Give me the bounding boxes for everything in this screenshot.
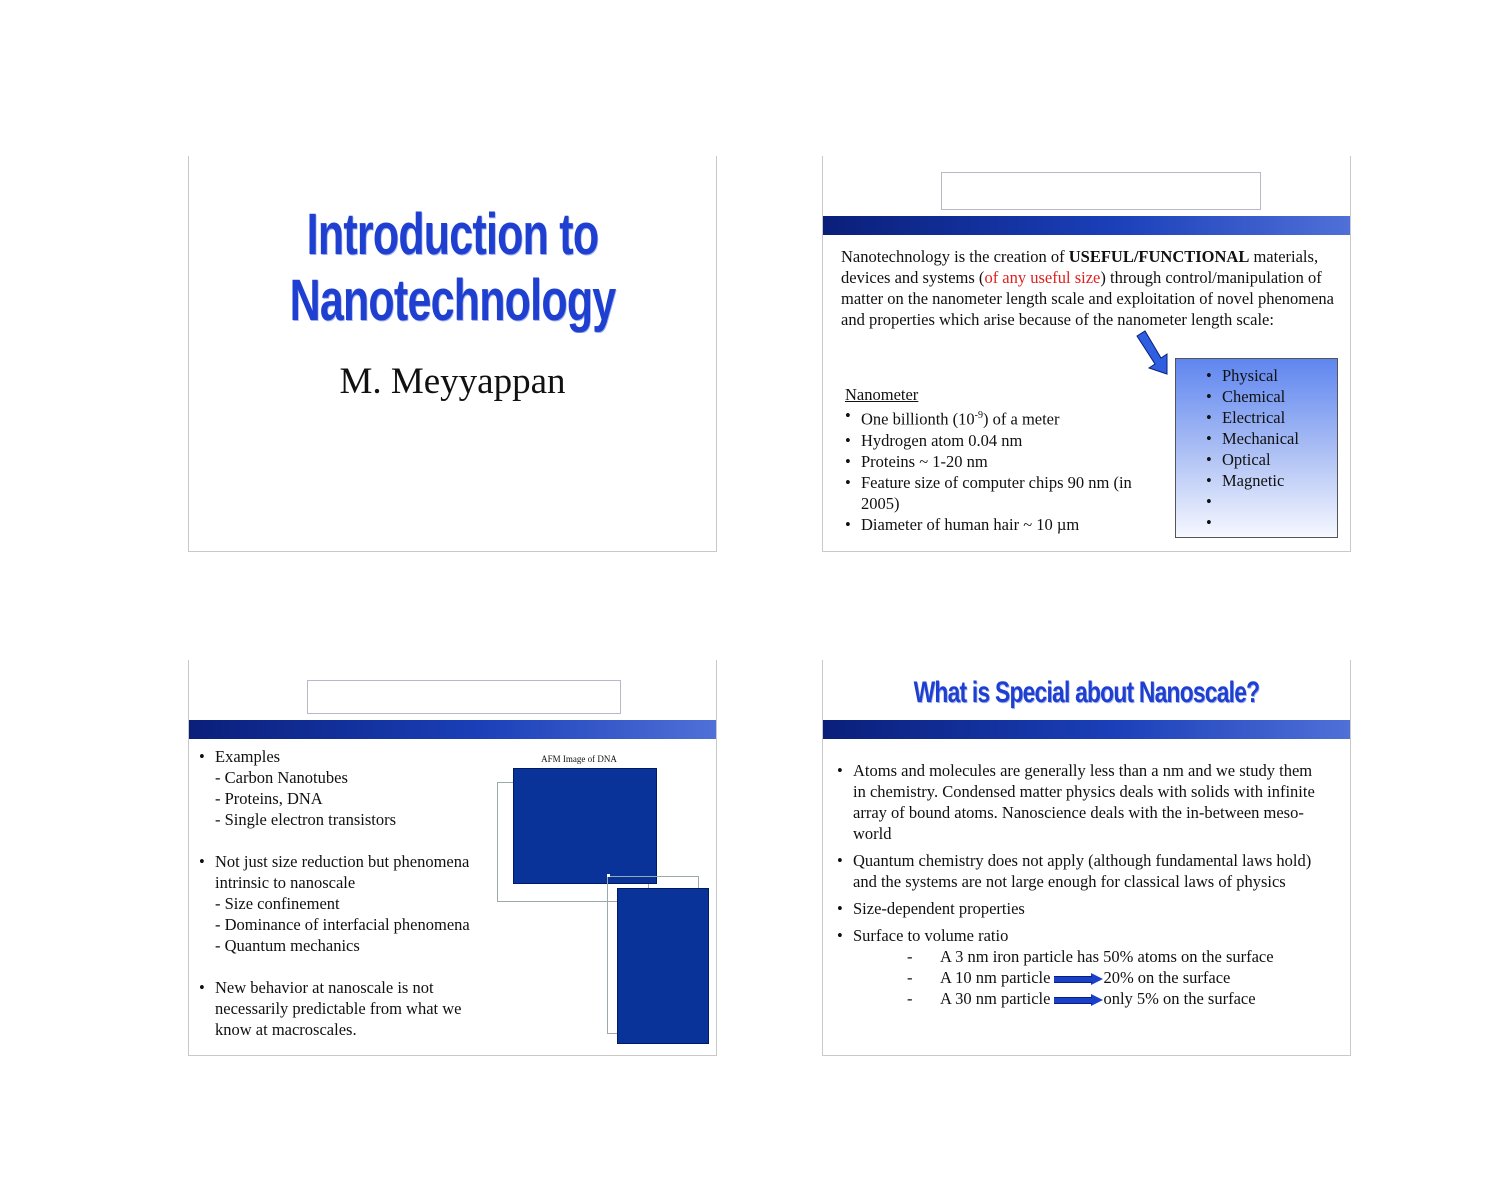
phenomena-heading: Not just size reduction but phenomena intrinsic to nanoscale	[215, 852, 470, 892]
list-item: • Physical	[1206, 365, 1336, 386]
sub-text-left: A 10 nm particle	[940, 968, 1051, 987]
list-item: • Atoms and molecules are generally less than a nm and we study them in chemistry. Condensed matter physics deals with solids with infinite array of bound atoms. Nanoscience deals with the in-between meso-world	[837, 760, 1317, 844]
definition-text	[841, 246, 1337, 330]
slide-2	[822, 156, 1351, 552]
slide-4-title: What is Special about Nanoscale?	[913, 676, 1260, 709]
header-band	[189, 720, 716, 739]
sub-text-right: 20% on the surface	[1103, 968, 1231, 987]
arrowhead-icon	[1091, 973, 1103, 985]
nanometer-list	[845, 405, 1165, 535]
slide-1-title	[258, 204, 648, 332]
sub-item: - Quantum mechanics	[215, 936, 360, 955]
list-item: • Quantum chemistry does not apply (although fundamental laws hold) and the systems are not large enough for classical laws of physics	[837, 850, 1317, 892]
list-item	[199, 851, 499, 956]
properties-list	[1206, 365, 1336, 533]
arrow-down-right-icon	[1133, 330, 1173, 376]
sub-item: - Proteins, DNA	[215, 789, 323, 808]
examples-heading: Examples	[215, 747, 281, 766]
slide-4-body	[837, 760, 1317, 1009]
blue-image	[617, 888, 709, 1044]
arrow-right-icon	[1054, 976, 1092, 983]
list-item: • Optical	[1206, 449, 1336, 470]
slide-4	[822, 660, 1351, 1056]
empty-title-box	[941, 172, 1261, 210]
definition-mid: materials, devices and systems (	[841, 247, 1319, 287]
sub-item	[907, 967, 1317, 988]
marker-dot	[607, 874, 610, 877]
empty-title-box	[307, 680, 621, 714]
image-caption: AFM Image of DNA	[541, 754, 617, 764]
list-item: • Diameter of human hair ~ 10 µm	[845, 514, 1165, 535]
title-line-1: Introduction to	[306, 202, 599, 267]
arrowhead-icon	[1091, 994, 1103, 1006]
list-item: • Electrical	[1206, 407, 1336, 428]
definition-post: ) through control/manipulation of matter on the nanometer length scale and exploitation of novel phenomena and properties which arise because of the nanometer length scale:	[841, 268, 1335, 329]
sub-text: A 3 nm iron particle has 50% atoms on the surface	[940, 947, 1274, 966]
examples-section	[199, 746, 499, 1040]
slide-3-list	[199, 746, 499, 1040]
arrow-right-icon	[1054, 997, 1092, 1004]
sub-item: - Carbon Nanotubes	[215, 768, 348, 787]
nanometer-heading: Nanometer	[845, 385, 919, 404]
list-item: • Size-dependent properties	[837, 898, 1317, 919]
list-item: • Hydrogen atom 0.04 nm	[845, 430, 1165, 451]
definition-bold: USEFUL/FUNCTIONAL	[1068, 247, 1250, 266]
nanometer-section	[845, 384, 1165, 535]
nm-exponent: -9	[974, 410, 983, 421]
dash: -	[907, 989, 913, 1008]
header-band	[823, 720, 1350, 739]
afm-dna-image	[513, 768, 657, 884]
sub-text-right: only 5% on the surface	[1103, 989, 1256, 1008]
list-item: • Mechanical	[1206, 428, 1336, 449]
list-item: • Proteins ~ 1-20 nm	[845, 451, 1165, 472]
behavior-text: New behavior at nanoscale is not necessarily predictable from what we know at macroscales.	[215, 978, 462, 1039]
list-item: • Magnetic	[1206, 470, 1336, 491]
definition-pre: Nanotechnology is the creation of	[841, 247, 1069, 266]
author: M. Meyyappan	[339, 361, 566, 402]
list-item: • Surface to volume ratio	[837, 925, 1317, 946]
slide-4-list	[837, 760, 1317, 946]
definition-red: of any useful size	[984, 268, 1101, 287]
list-item	[199, 977, 490, 1040]
sub-item: - Size confinement	[215, 894, 340, 913]
sub-item: - Dominance of interfacial phenomena	[215, 915, 470, 934]
list-item	[199, 746, 499, 830]
list-item	[1206, 491, 1336, 512]
sub-item: - Single electron transistors	[215, 810, 397, 829]
list-item	[1206, 512, 1336, 533]
list-item	[845, 405, 1165, 430]
nm-item-1-post: ) of a meter	[983, 409, 1060, 429]
sub-item	[907, 988, 1317, 1009]
sub-text-left: A 30 nm particle	[940, 989, 1051, 1008]
slide-3	[188, 660, 717, 1056]
sub-list	[907, 946, 1317, 1009]
dash: -	[907, 947, 913, 966]
list-item: • Feature size of computer chips 90 nm (in 2005)	[845, 472, 1165, 514]
list-item: • Chemical	[1206, 386, 1336, 407]
nm-item-1-pre: One billionth (10	[861, 409, 975, 429]
header-band	[823, 216, 1350, 235]
dash: -	[907, 968, 913, 987]
slide-1	[188, 156, 717, 552]
title-line-2: Nanotechnology	[289, 268, 616, 333]
properties-box	[1175, 358, 1338, 538]
sub-item	[907, 946, 1317, 967]
